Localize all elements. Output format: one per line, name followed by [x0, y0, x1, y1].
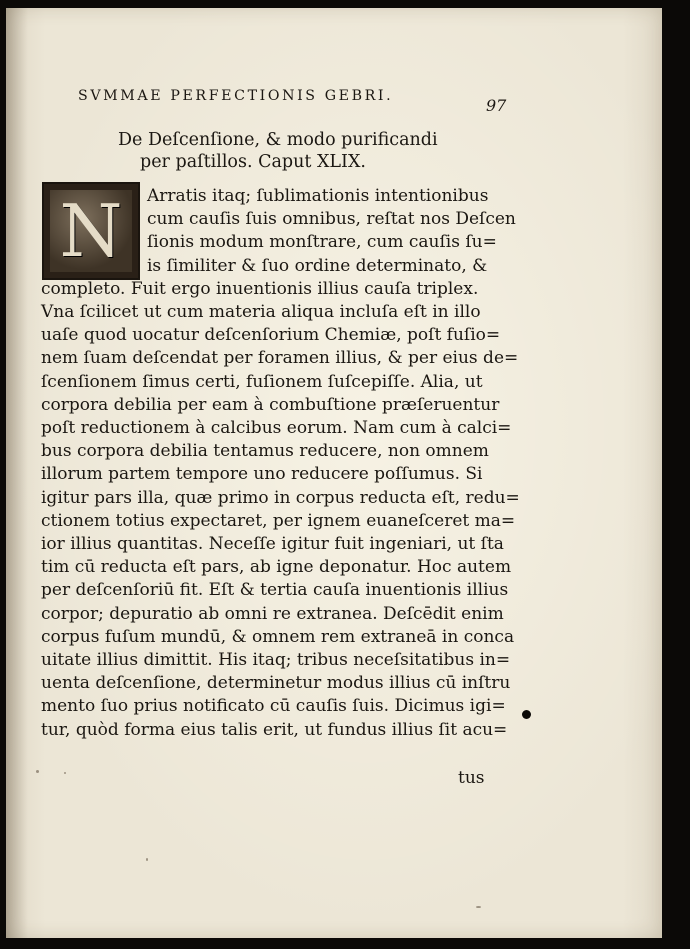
- text-line: nem ſuam deſcendat per foramen illius, & per eius de=: [41, 348, 519, 369]
- text-line: tur, quòd forma eius talis erit, ut fundus illius ſit acu=: [41, 719, 508, 740]
- initial-letter: N: [50, 190, 132, 272]
- text-line: poſt reductionem à calcibus eorum. Nam cum à calci=: [41, 418, 512, 439]
- text-line: corpora debilia per eam à combuſtione præſeruentur: [41, 394, 500, 415]
- text-line: is ſimiliter & ſuo ordine determinato, &: [147, 255, 488, 276]
- paper-speck: [64, 772, 66, 774]
- book-page: [6, 8, 662, 938]
- text-line: corpor; depuratio ab omni re extranea. Deſcēdit enim: [41, 603, 504, 624]
- text-line: igitur pars illa, quæ primo in corpus reducta eſt, redu=: [41, 487, 520, 508]
- text-line: Vna ſcilicet ut cum materia aliqua incluſa eſt in illo: [41, 302, 481, 323]
- paper-speck: [36, 770, 39, 773]
- running-head: SVMMAE PERFECTIONIS GEBRI.: [78, 88, 394, 104]
- body-text: [41, 185, 520, 742]
- catchword: tus: [458, 768, 485, 788]
- paper-speck: [476, 906, 481, 908]
- chapter-title-line-1: De Deſcenſione, & modo purificandi: [118, 130, 438, 150]
- text-line: ſionis modum monſtrare, cum cauſis ſu=: [147, 232, 497, 253]
- ink-dot: [522, 710, 531, 719]
- text-line: ior illius quantitas. Neceſſe igitur fuit ingeniari, ut ſta: [41, 534, 504, 555]
- text-line: uaſe quod uocatur deſcenſorium Chemiæ, poſt fuſio=: [41, 325, 501, 346]
- text-line: Arratis itaq; ſublimationis intentionibus: [147, 186, 489, 206]
- chapter-title: [118, 129, 458, 173]
- text-line: bus corpora debilia tentamus reducere, non omnem: [41, 441, 489, 462]
- text-line: ctionem totius expectaret, per ignem euaneſceret ma=: [41, 510, 516, 531]
- text-line: illorum partem tempore uno reducere poſſumus. Si: [41, 464, 483, 485]
- text-line: mento ſuo prius notificato cū cauſis ſuis. Dicimus igi=: [41, 696, 506, 717]
- text-line: tim cū reducta eſt pars, ab igne deponatur. Hoc autem: [41, 557, 512, 578]
- paper-speck: [146, 858, 148, 861]
- chapter-title-line-2: per paſtillos. Caput XLIX.: [140, 152, 366, 172]
- text-line: completo. Fuit ergo inuentionis illius cauſa triplex.: [41, 278, 479, 299]
- text-line: ſcenſionem ſimus certi, fuſionem ſuſcepiſſe. Alia, ut: [41, 371, 483, 392]
- page-gutter-shadow: [6, 8, 28, 938]
- text-line: per deſcenſoriū fit. Eſt & tertia cauſa inuentionis illius: [41, 580, 509, 601]
- text-line: corpus fuſum mundū, & omnem rem extraneā in conca: [41, 626, 515, 647]
- text-line: uenta deſcenſione, determinetur modus illius cū inſtru: [41, 673, 511, 694]
- text-line: uitate illius dimittit. His itaq; tribus neceſsitatibus in=: [41, 650, 511, 671]
- text-line: cum cauſis ſuis omnibus, reſtat nos Deſcen: [147, 209, 516, 230]
- page-number: 97: [486, 96, 507, 115]
